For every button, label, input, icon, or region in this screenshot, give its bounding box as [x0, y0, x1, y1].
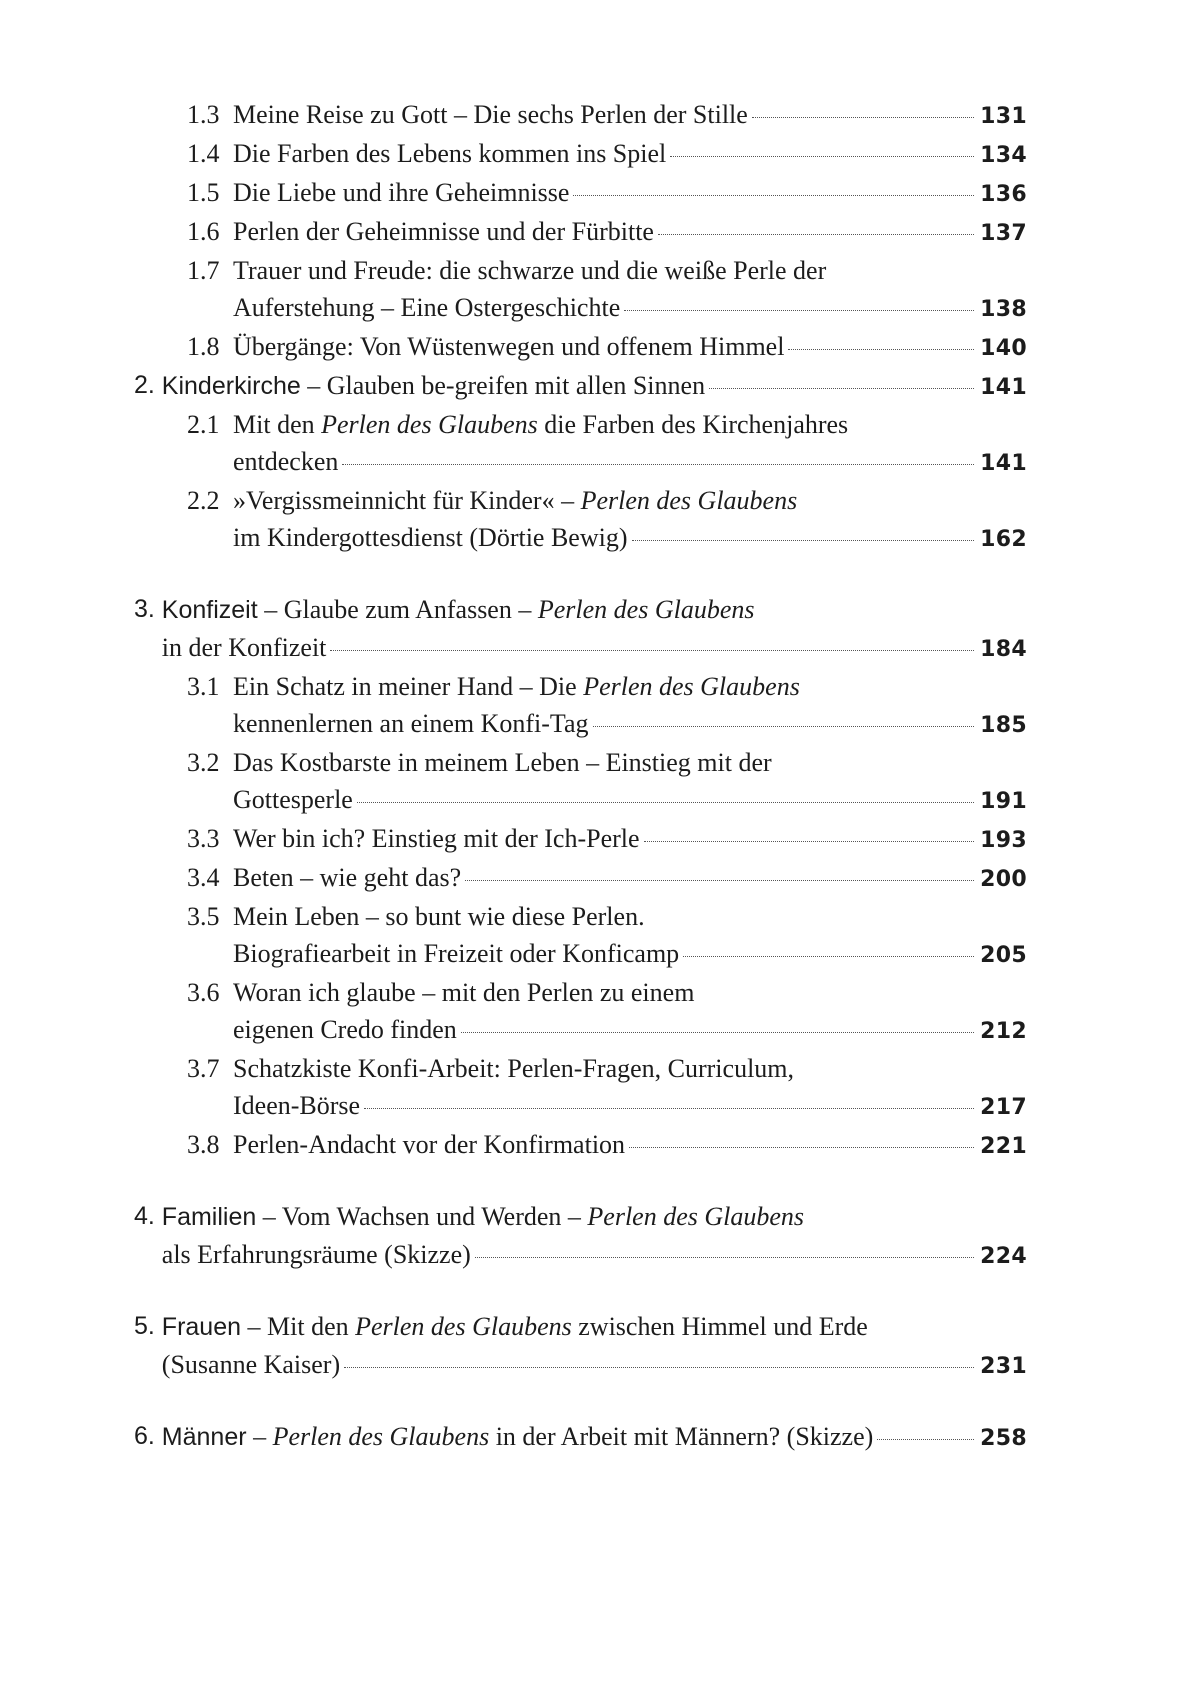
chapter-keyword: Frauen: [161, 1313, 242, 1341]
title-line: [233, 252, 1027, 289]
title-line: [233, 443, 1027, 482]
page-number: 184: [980, 637, 1027, 662]
entry-title: [233, 1126, 1027, 1165]
toc-section-entry: [187, 174, 1027, 213]
dot-leader: [461, 1032, 974, 1033]
entry-number: 4.: [134, 1202, 162, 1230]
toc-chapter-entry: [134, 367, 1027, 406]
page-number: 134: [980, 143, 1027, 168]
entry-title: [233, 174, 1027, 213]
entry-title: [162, 1308, 1027, 1385]
entry-number: 3.7: [187, 1054, 220, 1083]
title-line: [233, 1050, 1027, 1087]
entry-number: 2.1: [187, 410, 220, 439]
title-line: [233, 213, 1027, 252]
title-segment: Meine Reise zu Gott – Die sechs Perlen der Stille: [233, 100, 748, 129]
title-segment: im Kindergottesdienst (Dörtie Bewig): [233, 523, 628, 552]
dot-leader: [752, 117, 974, 118]
dot-leader: [573, 195, 974, 196]
title-segment: Übergänge: Von Wüstenwegen und offenem Himmel: [233, 332, 785, 361]
italic-title-segment: Perlen des Glaubens: [272, 1422, 490, 1451]
entry-number: 2.: [134, 371, 162, 399]
title-line: [233, 974, 1027, 1011]
entry-title: [233, 96, 1027, 135]
entry-title: [233, 406, 1027, 482]
entry-title: [162, 591, 1027, 668]
title-segment: entdecken: [233, 447, 339, 476]
page-number: 224: [980, 1244, 1027, 1269]
title-segment: Ein Schatz in meiner Hand – Die: [233, 672, 584, 701]
title-segment: Die Farben des Lebens kommen ins Spiel: [233, 139, 667, 168]
title-line: [233, 781, 1027, 820]
entry-number: 5.: [134, 1312, 162, 1340]
toc-section-entry: [187, 406, 1027, 482]
toc-section-entry: [187, 328, 1027, 367]
dot-leader: [644, 841, 975, 842]
italic-title-segment: Perlen des Glaubens: [587, 1202, 805, 1231]
page-number: 193: [980, 828, 1027, 853]
page-number: 217: [980, 1095, 1027, 1120]
dot-leader: [344, 1367, 974, 1368]
entry-number: 6.: [134, 1422, 162, 1450]
entry-title: [233, 1050, 1027, 1126]
dot-leader: [593, 726, 975, 727]
entry-title: [233, 482, 1027, 558]
title-line: [233, 328, 1027, 367]
chapter-keyword: Konfizeit: [161, 596, 258, 624]
title-segment: die Farben des Kirchenjahres: [537, 410, 849, 439]
toc-chapter-entry: [134, 1198, 1027, 1275]
entry-number: 3.: [134, 595, 162, 623]
toc-section-entry: [187, 859, 1027, 898]
dot-leader: [709, 388, 974, 389]
toc-section-entry: [187, 135, 1027, 174]
dot-leader: [364, 1108, 974, 1109]
title-line: [233, 1126, 1027, 1165]
entry-title: [162, 1418, 1027, 1457]
entry-number: 3.2: [187, 748, 220, 777]
entry-number: 1.6: [187, 217, 220, 246]
entry-title: [233, 135, 1027, 174]
toc-section-entry: [187, 1126, 1027, 1165]
entry-number: 1.8: [187, 332, 220, 361]
page-number: 200: [980, 867, 1027, 892]
chapter-keyword: Familien: [161, 1203, 257, 1231]
title-segment: Mit den: [233, 410, 322, 439]
entry-number: 3.5: [187, 902, 220, 931]
title-segment: – Vom Wachsen und Werden –: [256, 1202, 588, 1231]
title-line: [162, 367, 1027, 406]
entry-number: 2.2: [187, 486, 220, 515]
page-number: 205: [980, 943, 1027, 968]
page-number: 131: [980, 104, 1027, 129]
toc-section-entry: [187, 898, 1027, 974]
page-number: 231: [980, 1354, 1027, 1379]
title-line: [233, 519, 1027, 558]
title-line: [233, 406, 1027, 443]
entry-title: [233, 328, 1027, 367]
title-segment: Trauer und Freude: die schwarze und die weiße Perle der: [233, 256, 827, 285]
toc-section-entry: [187, 668, 1027, 744]
title-line: [233, 744, 1027, 781]
entry-number: 3.1: [187, 672, 220, 701]
dot-leader: [624, 310, 974, 311]
page-number: 137: [980, 221, 1027, 246]
toc-section-entry: [187, 744, 1027, 820]
title-segment: eigenen Credo finden: [233, 1015, 457, 1044]
title-line: [162, 629, 1027, 668]
entry-title: [233, 898, 1027, 974]
italic-title-segment: Perlen des Glaubens: [537, 595, 755, 624]
title-segment: Perlen-Andacht vor der Konfirmation: [233, 1130, 626, 1159]
toc-section-entry: [187, 96, 1027, 135]
title-line: [233, 705, 1027, 744]
title-line: [162, 1198, 1027, 1236]
page-number: 141: [980, 375, 1027, 400]
title-segment: Auferstehung – Eine Ostergeschichte: [233, 293, 621, 322]
entry-title: [233, 974, 1027, 1050]
title-line: [233, 859, 1027, 898]
entry-number: 3.3: [187, 824, 220, 853]
entry-title: [233, 252, 1027, 328]
toc-section-entry: [187, 213, 1027, 252]
title-segment: in der Konfizeit: [161, 633, 327, 662]
toc-section-entry: [187, 820, 1027, 859]
entry-title: [162, 367, 1027, 406]
title-segment: Beten – wie geht das?: [233, 863, 462, 892]
page-number: 221: [980, 1134, 1027, 1159]
entry-title: [233, 213, 1027, 252]
page-number: 185: [980, 713, 1027, 738]
title-segment: Perlen der Geheimnisse und der Fürbitte: [233, 217, 654, 246]
page-number: 138: [980, 297, 1027, 322]
dot-leader: [330, 650, 974, 651]
title-segment: Schatzkiste Konfi-Arbeit: Perlen-Fragen, Curriculum,: [233, 1054, 795, 1083]
title-segment: –: [246, 1422, 273, 1451]
dot-leader: [670, 156, 974, 157]
title-segment: – Mit den: [241, 1312, 356, 1341]
page-number: 162: [980, 527, 1027, 552]
toc-chapter-entry: [134, 1418, 1027, 1457]
dot-leader: [475, 1257, 974, 1258]
italic-title-segment: Perlen des Glaubens: [321, 410, 538, 439]
toc-section-entry: [187, 1050, 1027, 1126]
dot-leader: [357, 802, 974, 803]
title-segment: – Glaube zum Anfassen –: [257, 595, 538, 624]
entry-number: 3.6: [187, 978, 220, 1007]
chapter-keyword: Kinderkirche: [161, 372, 301, 400]
title-line: [162, 1236, 1027, 1275]
page-number: 212: [980, 1019, 1027, 1044]
toc-section-entry: [187, 482, 1027, 558]
toc-chapter-entry: [134, 1308, 1027, 1385]
entry-number: 3.8: [187, 1130, 220, 1159]
dot-leader: [342, 464, 974, 465]
title-segment: kennenlernen an einem Konfi-Tag: [233, 709, 589, 738]
title-line: [233, 289, 1027, 328]
page-number: 141: [980, 451, 1027, 476]
title-segment: – Glauben be-greifen mit allen Sinnen: [300, 371, 706, 400]
entry-number: 1.7: [187, 256, 220, 285]
title-segment: Die Liebe und ihre Geheimnisse: [233, 178, 570, 207]
title-line: [233, 174, 1027, 213]
page-number: 258: [980, 1426, 1027, 1451]
title-line: [233, 135, 1027, 174]
dot-leader: [658, 234, 974, 235]
dot-leader: [683, 956, 974, 957]
entry-number: 1.4: [187, 139, 220, 168]
dot-leader: [877, 1439, 974, 1440]
entry-number: 1.3: [187, 100, 220, 129]
entry-title: [233, 859, 1027, 898]
entry-number: 1.5: [187, 178, 220, 207]
title-line: [233, 1011, 1027, 1050]
toc-section-entry: [187, 252, 1027, 328]
title-line: [233, 935, 1027, 974]
title-segment: Mein Leben – so bunt wie diese Perlen.: [233, 902, 645, 931]
title-segment: Biografiearbeit in Freizeit oder Konficamp: [233, 939, 680, 968]
table-of-contents: [134, 96, 1027, 1457]
title-segment: in der Arbeit mit Männern? (Skizze): [489, 1422, 874, 1451]
dot-leader: [465, 880, 974, 881]
italic-title-segment: Perlen des Glaubens: [580, 486, 798, 515]
title-line: [162, 1346, 1027, 1385]
title-line: [233, 482, 1027, 519]
title-segment: (Susanne Kaiser): [161, 1350, 341, 1379]
title-segment: Wer bin ich? Einstieg mit der Ich-Perle: [233, 824, 640, 853]
title-segment: Gottesperle: [233, 785, 353, 814]
title-line: [233, 96, 1027, 135]
page-number: 136: [980, 182, 1027, 207]
italic-title-segment: Perlen des Glaubens: [355, 1312, 572, 1341]
title-line: [162, 1308, 1027, 1346]
title-line: [233, 1087, 1027, 1126]
italic-title-segment: Perlen des Glaubens: [583, 672, 800, 701]
entry-title: [233, 820, 1027, 859]
title-line: [233, 898, 1027, 935]
title-segment: Das Kostbarste in meinem Leben – Einstieg mit der: [233, 748, 772, 777]
title-line: [162, 1418, 1027, 1457]
title-segment: zwischen Himmel und Erde: [571, 1312, 868, 1341]
entry-title: [233, 668, 1027, 744]
entry-title: [233, 744, 1027, 820]
dot-leader: [632, 540, 975, 541]
title-segment: »Vergissmeinnicht für Kinder« –: [233, 486, 581, 515]
title-segment: Ideen-Börse: [233, 1091, 361, 1120]
page-number: 140: [980, 336, 1027, 361]
toc-chapter-entry: [134, 591, 1027, 668]
dot-leader: [629, 1147, 974, 1148]
page-number: 191: [980, 789, 1027, 814]
title-segment: Woran ich glaube – mit den Perlen zu einem: [233, 978, 695, 1007]
chapter-keyword: Männer: [161, 1423, 247, 1451]
entry-number: 3.4: [187, 863, 220, 892]
title-segment: als Erfahrungsräume (Skizze): [161, 1240, 471, 1269]
toc-section-entry: [187, 974, 1027, 1050]
dot-leader: [788, 349, 974, 350]
entry-title: [162, 1198, 1027, 1275]
title-line: [233, 668, 1027, 705]
title-line: [233, 820, 1027, 859]
title-line: [162, 591, 1027, 629]
